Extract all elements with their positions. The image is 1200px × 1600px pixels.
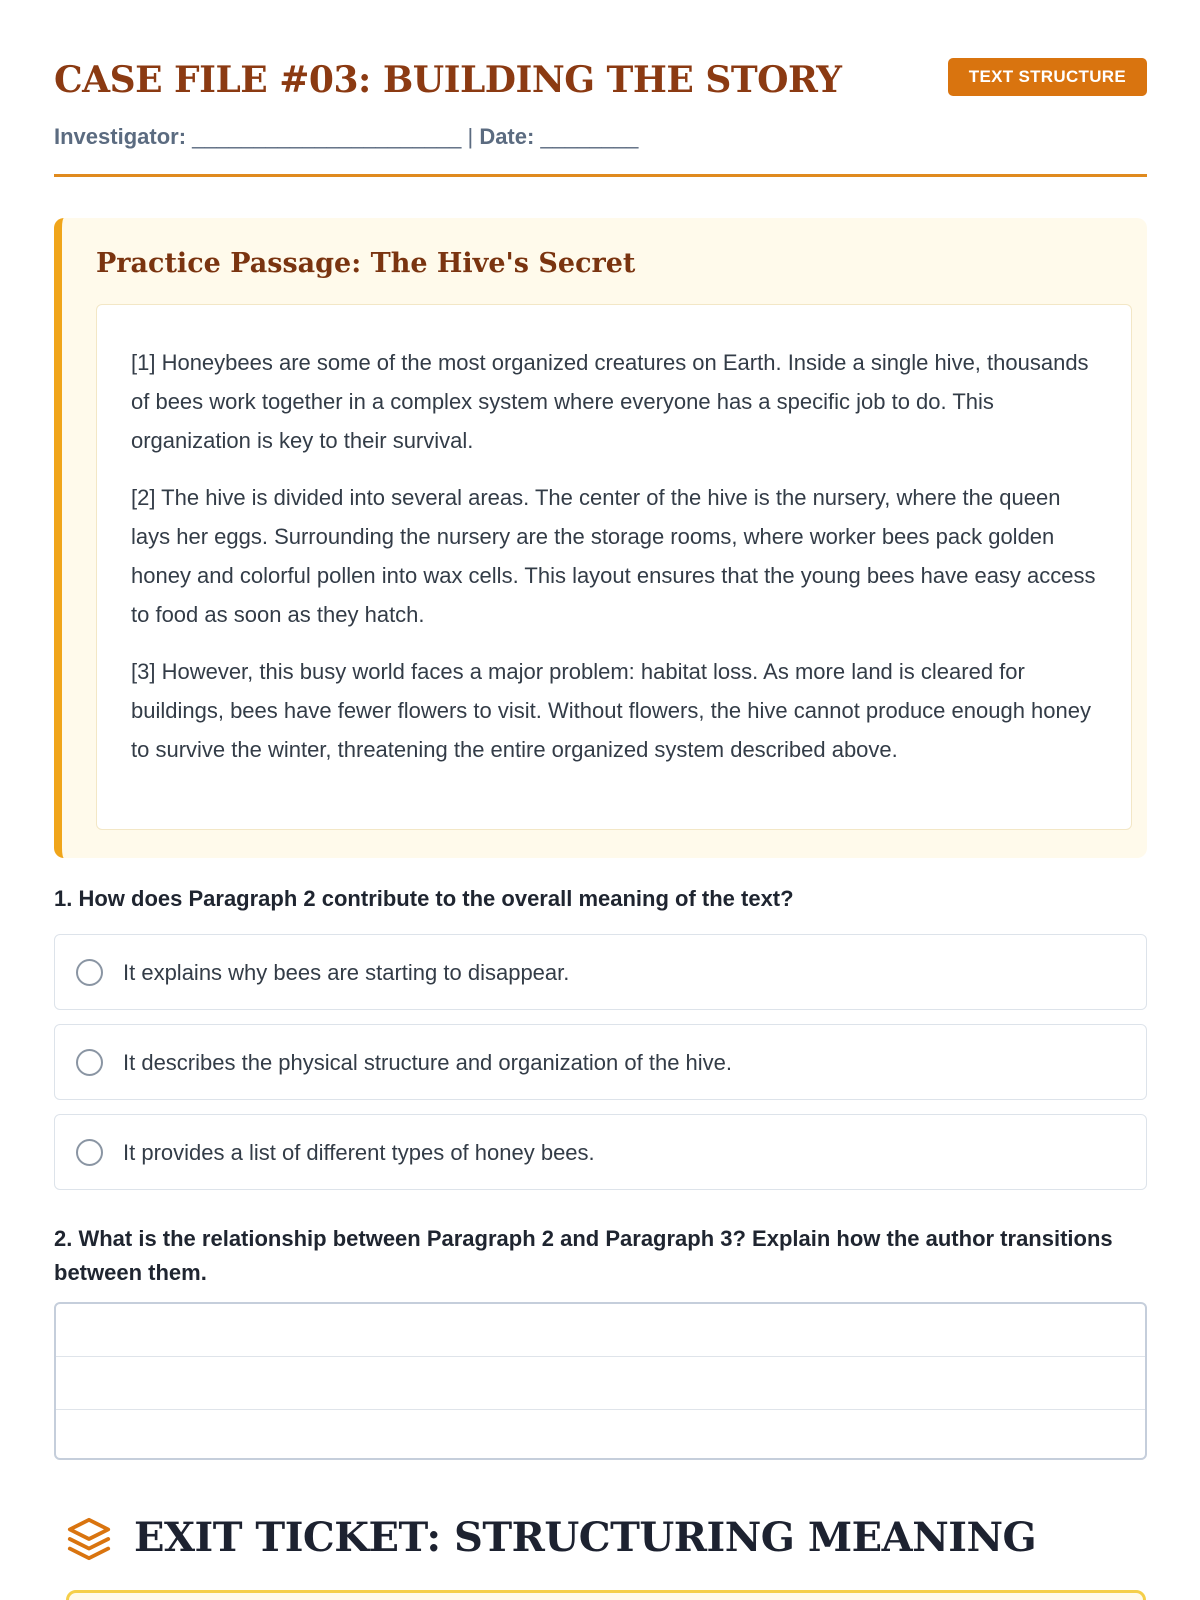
worksheet-header	[54, 58, 1147, 152]
radio-button[interactable]	[76, 1139, 103, 1166]
writing-line	[56, 1409, 1145, 1410]
date-label: Date:	[479, 124, 535, 149]
question-2-answer-area[interactable]	[54, 1302, 1147, 1460]
question-1-option-c[interactable]	[54, 1114, 1147, 1190]
investigator-blank[interactable]: ______________________	[192, 124, 462, 149]
investigator-line	[54, 122, 1147, 152]
writing-line	[56, 1356, 1145, 1357]
page-title: CASE FILE #03: BUILDING THE STORY	[54, 59, 842, 101]
passage-paragraph-2: [2] The hive is divided into several areas. The center of the hive is the nursery, where the queen lays her eggs. Surrounding the nursery are the storage rooms, where worker bees pack golden honey and colorful pollen into wax cells. This layout ensures that the young bees have easy access to food as soon as they hatch.	[131, 485, 1096, 627]
passage-title: Practice Passage: The Hive's Secret	[96, 248, 636, 279]
question-1-option-b[interactable]	[54, 1024, 1147, 1100]
radio-button[interactable]	[76, 1049, 103, 1076]
option-label: It describes the physical structure and organization of the hive.	[123, 1050, 733, 1075]
layers-icon	[66, 1516, 112, 1562]
date-blank[interactable]: ________	[540, 124, 639, 149]
question-1-option-a[interactable]	[54, 934, 1147, 1010]
exit-ticket-box	[66, 1590, 1146, 1600]
header-divider	[54, 174, 1147, 177]
exit-ticket-title: EXIT TICKET: STRUCTURING MEANING	[134, 1514, 1037, 1561]
practice-passage	[54, 218, 1147, 858]
topic-badge: TEXT STRUCTURE	[948, 58, 1147, 96]
passage-text	[96, 304, 1132, 830]
investigator-label: Investigator:	[54, 124, 187, 149]
option-label: It explains why bees are starting to disappear.	[123, 960, 570, 985]
question-2-prompt: 2. What is the relationship between Paragraph 2 and Paragraph 3? Explain how the author transitions between them.	[54, 1226, 1113, 1285]
meta-separator: |	[467, 124, 474, 149]
passage-paragraph-3: [3] However, this busy world faces a major problem: habitat loss. As more land is cleared for buildings, bees have fewer flowers to visit. Without flowers, the hive cannot produce enough honey to survive the winter, threatening the entire organized system described above.	[131, 659, 1091, 762]
question-1-prompt: 1. How does Paragraph 2 contribute to the overall meaning of the text?	[54, 886, 794, 911]
passage-paragraph-1: [1] Honeybees are some of the most organized creatures on Earth. Inside a single hive, thousands of bees work together in a complex system where everyone has a specific job to do. This organization is key to their survival.	[131, 350, 1089, 453]
option-label: It provides a list of different types of honey bees.	[123, 1140, 595, 1165]
radio-button[interactable]	[76, 959, 103, 986]
